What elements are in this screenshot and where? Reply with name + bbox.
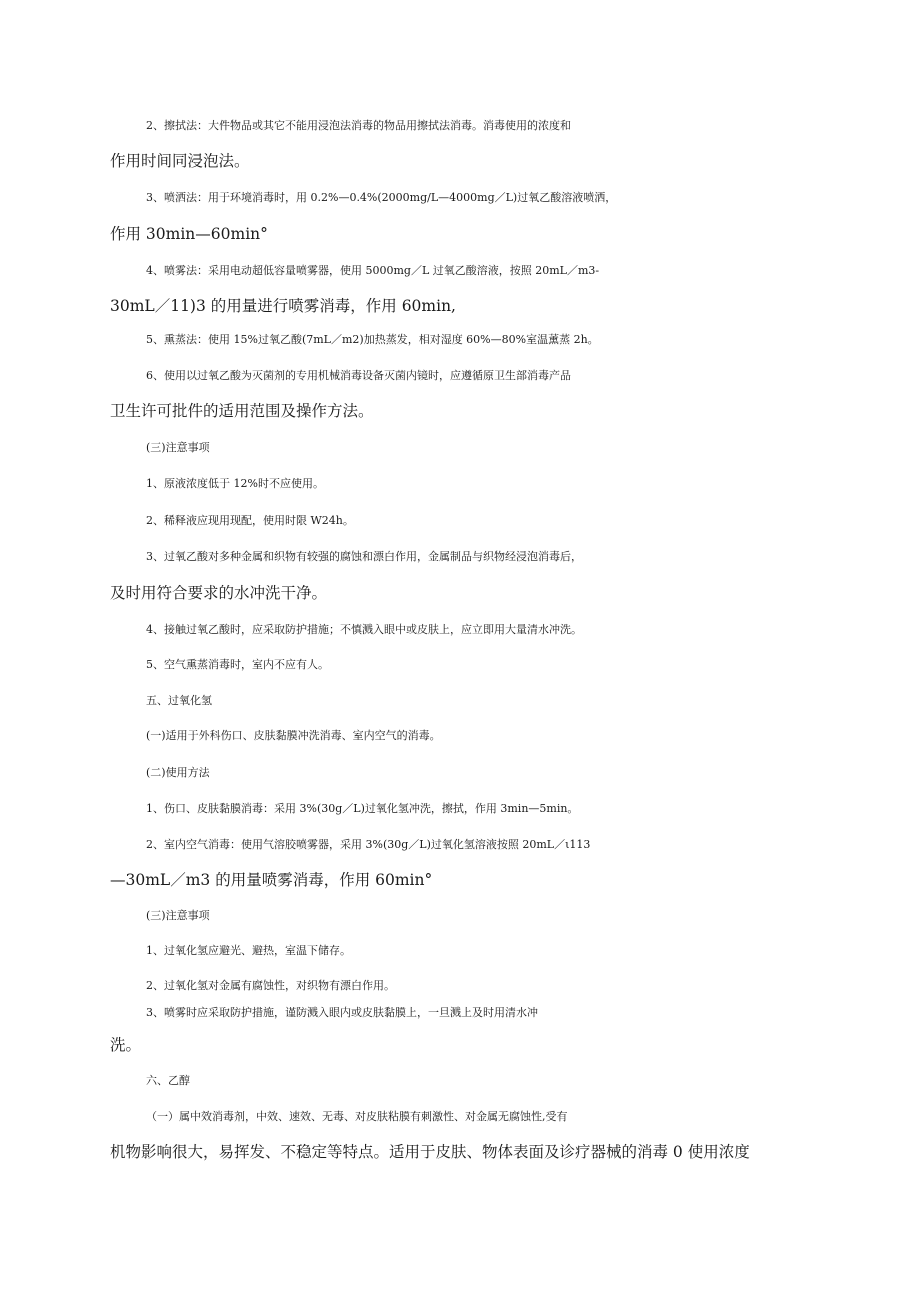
section-heading: 六、乙醇 [146, 1074, 190, 1087]
paragraph-line: 2、擦拭法：大件物品或其它不能用浸泡法消毒的物品用擦拭法消毒。消毒使用的浓度和 [146, 119, 571, 132]
paragraph-line: 3、喷雾时应采取防护措施，谨防溅入眼内或皮肤黏膜上，一旦溅上及时用清水冲 [146, 1006, 538, 1019]
section-subheading: (三)注意事项 [146, 909, 210, 922]
paragraph-line: 5、空气熏蒸消毒时，室内不应有人。 [146, 658, 329, 671]
section-heading: 五、过氧化氢 [146, 694, 212, 707]
paragraph-line: 1、过氧化氢应避光、避热，室温下储存。 [146, 944, 351, 957]
paragraph-line: 6、使用以过氧乙酸为灭菌剂的专用机械消毒设备灭菌内镜时，应遵循原卫生部消毒产品 [146, 369, 571, 382]
paragraph-line: 4、接触过氧乙酸时，应采取防护措施；不慎溅入眼中或皮肤上，应立即用大量清水冲洗。 [146, 623, 582, 636]
paragraph-line: 卫生许可批件的适用范围及操作方法。 [110, 402, 374, 420]
paragraph-line: 机物影响很大，易挥发、不稳定等特点。适用于皮肤、物体表面及诊疗器械的消毒 0 使用浓度 [110, 1143, 750, 1161]
paragraph-line: 2、室内空气消毒：使用气溶胶喷雾器，采用 3%(30g／L)过氧化氢溶液按照 20mL／ι113 [146, 838, 591, 851]
paragraph-line: 30mL／11)3 的用量进行喷雾消毒，作用 60min, [110, 297, 456, 315]
section-subheading: (一)适用于外科伤口、皮肤黏膜冲洗消毒、室内空气的消毒。 [146, 729, 441, 742]
paragraph-line: 3、喷洒法：用于环境消毒时，用 0.2%—0.4%(2000mg/L—4000mg／L)过氧乙酸溶液喷洒， [146, 191, 617, 204]
paragraph-line: 1、伤口、皮肤黏膜消毒：采用 3%(30g／L)过氧化氢冲洗，擦拭，作用 3min—5min。 [146, 802, 579, 815]
paragraph-line: 及时用符合要求的水冲洗干净。 [110, 584, 328, 602]
paragraph-line: 2、过氧化氢对金属有腐蚀性，对织物有漂白作用。 [146, 979, 395, 992]
paragraph-line: —30mL／m3 的用量喷雾消毒，作用 60min° [110, 871, 433, 889]
paragraph-line: 洗。 [110, 1036, 142, 1054]
paragraph-line: 5、熏蒸法：使用 15%过氧乙酸(7mL／m2)加热蒸发，相对湿度 60%—80%室温薰蒸 2h。 [146, 333, 599, 346]
paragraph-line: 4、喷雾法：采用电动超低容量喷雾器，使用 5000mg／L 过氧乙酸溶液，按照 20mL／m3- [146, 264, 600, 277]
paragraph-line: （一）属中效消毒剂，中效、速效、无毒、对皮肤粘膜有刺激性、对金属无腐蚀性,受有 [146, 1110, 568, 1123]
paragraph-line: 2、稀释液应现用现配，使用时限 W24h。 [146, 514, 354, 527]
paragraph-line: 3、过氧乙酸对多种金属和织物有较强的腐蚀和漂白作用，金属制品与织物经浸泡消毒后， [146, 550, 582, 563]
section-subheading: (三)注意事项 [146, 441, 210, 454]
paragraph-line: 1、原液浓度低于 12%时不应使用。 [146, 477, 324, 490]
paragraph-line: 作用 30min—60min° [110, 225, 268, 243]
paragraph-line: 作用时间同浸泡法。 [110, 152, 250, 170]
section-subheading: (二)使用方法 [146, 766, 210, 779]
